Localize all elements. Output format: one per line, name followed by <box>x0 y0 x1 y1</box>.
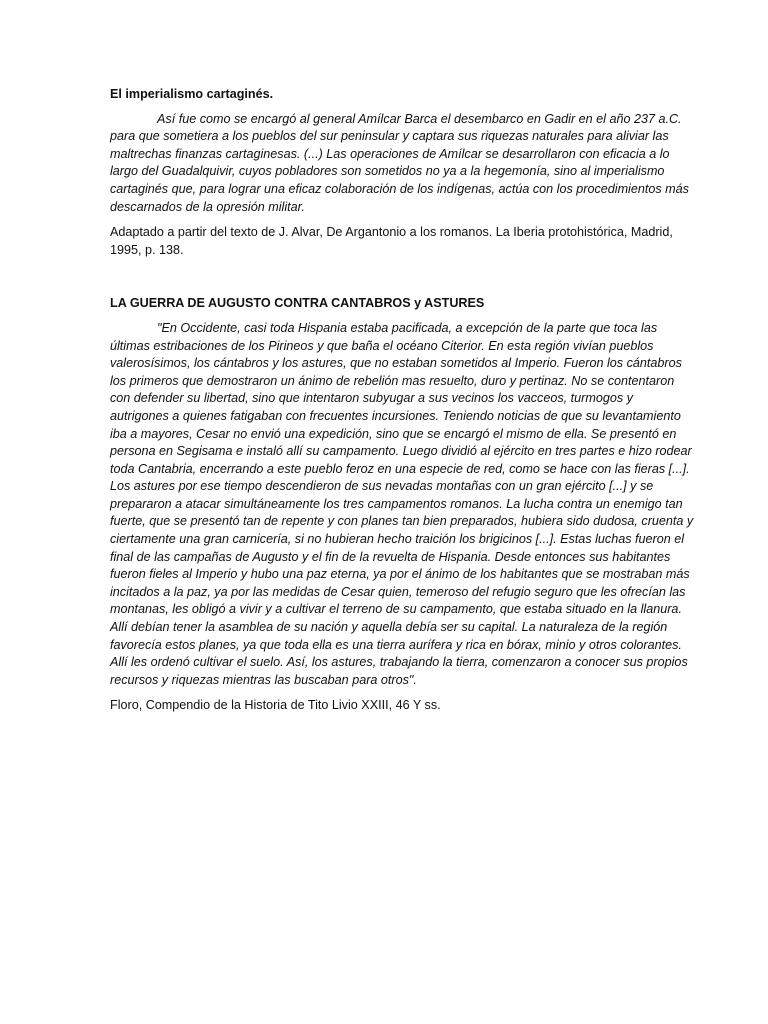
section-2-source: Floro, Compendio de la Historia de Tito Livio XXIII, 46 Y ss. <box>110 698 441 713</box>
section-1-source: Adaptado a partir del texto de J. Alvar, De Argantonio a los romanos. La Iberia protohistórica, Madrid, 1995, p. 138. <box>110 225 673 257</box>
section-1-quote: Así fue como se encargó al general Amílcar Barca el desembarco en Gadir en el año 237 a.C. para que sometiera a los pueblos del sur peninsular y captara sus riquezas naturales para aliviar las maltrechas finanzas cartaginesas. (...) Las operaciones de Amílcar se desarrollaron con eficacia a lo largo del Guadalquivir, cuyos pobladores son sometidos no ya a la hegemonía, sino al imperialismo cartaginés que, para lograr una eficaz colaboración de los indígenas, actúa con los procedimientos más descarnados de la opresión militar. <box>110 111 689 214</box>
document-page <box>110 86 694 715</box>
section-2-heading: LA GUERRA DE AUGUSTO CONTRA CANTABROS y ASTURES <box>110 296 485 311</box>
section-2-quote: "En Occidente, casi toda Hispania estaba pacificada, a excepción de la parte que toca las últimas estribaciones de los Pirineos y que baña el océano Citerior. En esta región vivían pueblos valerosísimos, los cántabros y los astures, que no estaban sometidos al Imperio. Fueron los cántabros los primeros que demostraron un ánimo de rebelión mas resuelto, duro y pertinaz. No se contentaron con defender su libertad, sino que intentaron subyugar a sus vecinos los vacceos, turmogos y autrigones a quienes fatigaban con frecuentes incursiones. Teniendo noticias de que su levantamiento iba a mayores, Cesar no envió una expedición, sino que se encargó el mismo de ella. Se presentó en persona en Segisama e instaló allí su campamento. Luego dividió al ejército en tres partes e hizo rodear toda Cantabria, encerrando a este pueblo feroz en una especie de red, como se hace con las fieras [...]. Los astures por ese tiempo descendieron de sus nevadas montañas con un gran ejército [...] y se prepararon a atacar simultáneamente los tres campamentos romanos. La lucha contra un enemigo tan fuerte, que se presentó tan de repente y con planes tan bien preparados, hubiera sido dudosa, cruenta y ciertamente una gran carnicería, si no hubieran hecho traición los brigicinos [...]. Estas luchas fueron el final de las campañas de Augusto y el fin de la revuelta de Hispania. Desde entonces sus habitantes fueron fieles al Imperio y hubo una paz eterna, ya por el ánimo de los habitantes que se mostraban más incitados a la paz, ya por las medidas de Cesar quien, temeroso del refugio seguro que les ofrecían las montanas, les obligó a vivir y a cultivar el terreno de su campamento, que estaba situado en la llanura. Allí debían tener la asamblea de su nación y aquella debía ser su capital. La naturaleza de la región favorecía estos planes, ya que toda ella es una tierra aurífera y rica en bórax, minio y otros colorantes. Allí les ordenó cultivar el suelo. Así, los astures, trabajando la tierra, comenzaron a conocer sus propios recursos y riquezas mientras las buscaban para otros". <box>110 320 694 687</box>
section-spacer <box>110 259 694 295</box>
section-1-heading: El imperialismo cartaginés. <box>110 87 274 101</box>
